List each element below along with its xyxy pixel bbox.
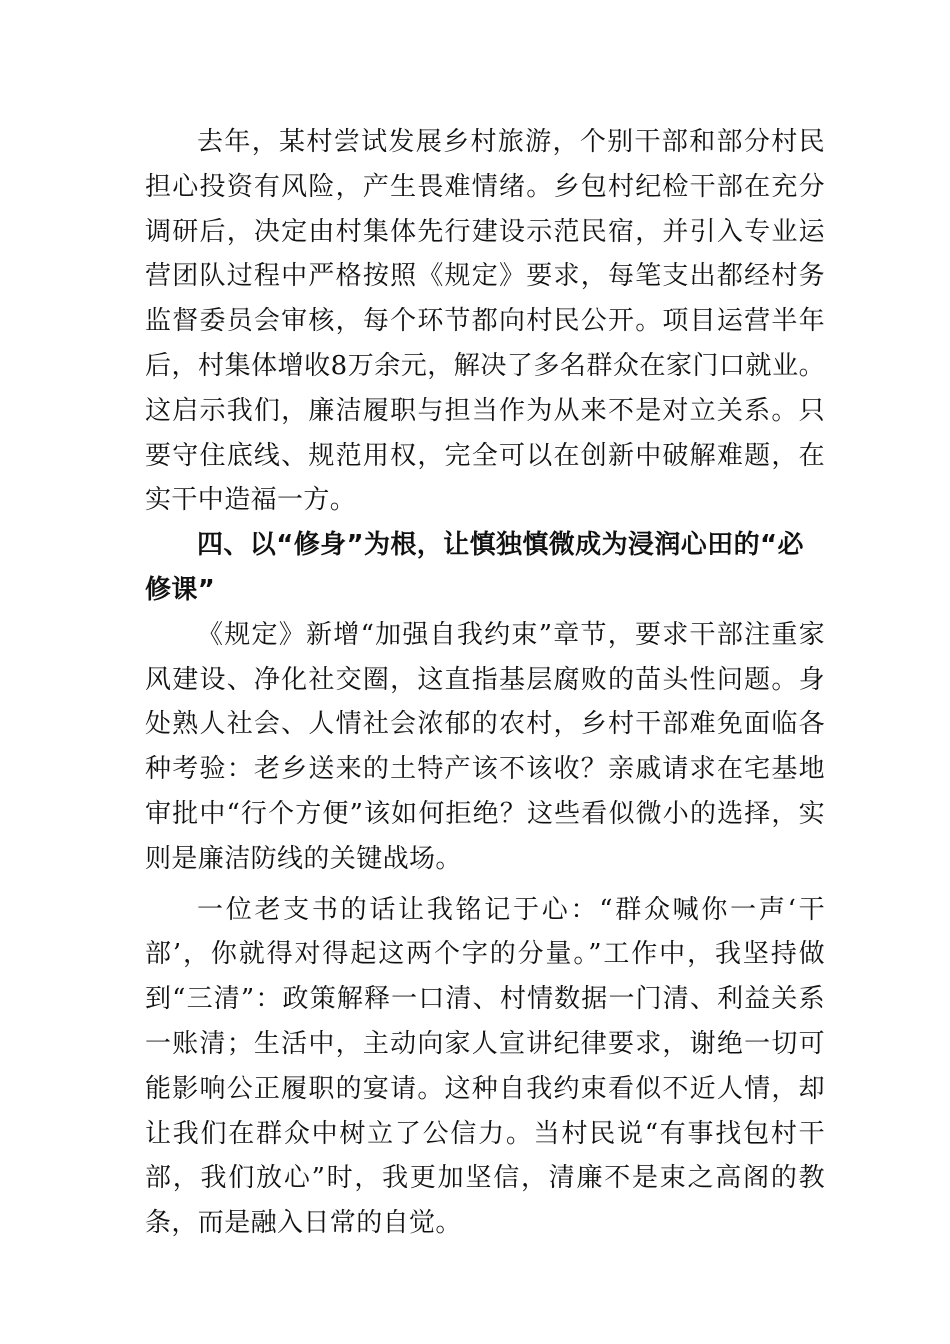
paragraph-self-discipline-rules: 《规定》新增“加强自我约束”章节，要求干部注重家风建设、净化社交圈，这直指基层腐败的苗头性问题。身处熟人社会、人情社会浓郁的农村，乡村干部难免面临各种考验：老乡送来的土特产该不该收？亲戚请求在宅基地审批中“行个方便”该如何拒绝？这些看似微小的选择，实则是廉洁防线的关键战场。 <box>145 619 825 874</box>
paragraph-rural-tourism: 去年，某村尝试发展乡村旅游，个别干部和部分村民担心投资有风险，产生畏难情绪。乡包村纪检干部在充分调研后，决定由村集体先行建设示范民宿，并引入专业运营团队过程中严格按照《规定》要求，每笔支出都经村务监督委员会审核，每个环节都向村民公开。项目运营半年后，村集体增收8万余元，解决了多名群众在家门口就业。这启示我们，廉洁履职与担当作为从来不是对立关系。只要守住底线、规范用权，完全可以在创新中破解难题，在实干中造福一方。 <box>145 127 825 516</box>
paragraph-old-secretary-quote: 一位老支书的话让我铭记于心：“群众喊你一声‘干部’，你就得对得起这两个字的分量。”工作中，我坚持做到“三清”：政策解释一口清、村情数据一门清、利益关系一账清；生活中，主动向家人宣讲纪律要求，谢绝一切可能影响公正履职的宴请。这种自我约束看似不近人情，却让我们在群众中树立了公信力。当村民说“有事找包村干部，我们放心”时，我更加坚信，清廉不是束之高阁的教条，而是融入日常的自觉。 <box>145 894 825 1239</box>
section-heading-self-cultivation: 四、以“修身”为根，让慎独慎微成为浸润心田的“必修课” <box>145 530 804 605</box>
document-body <box>145 120 825 1246</box>
